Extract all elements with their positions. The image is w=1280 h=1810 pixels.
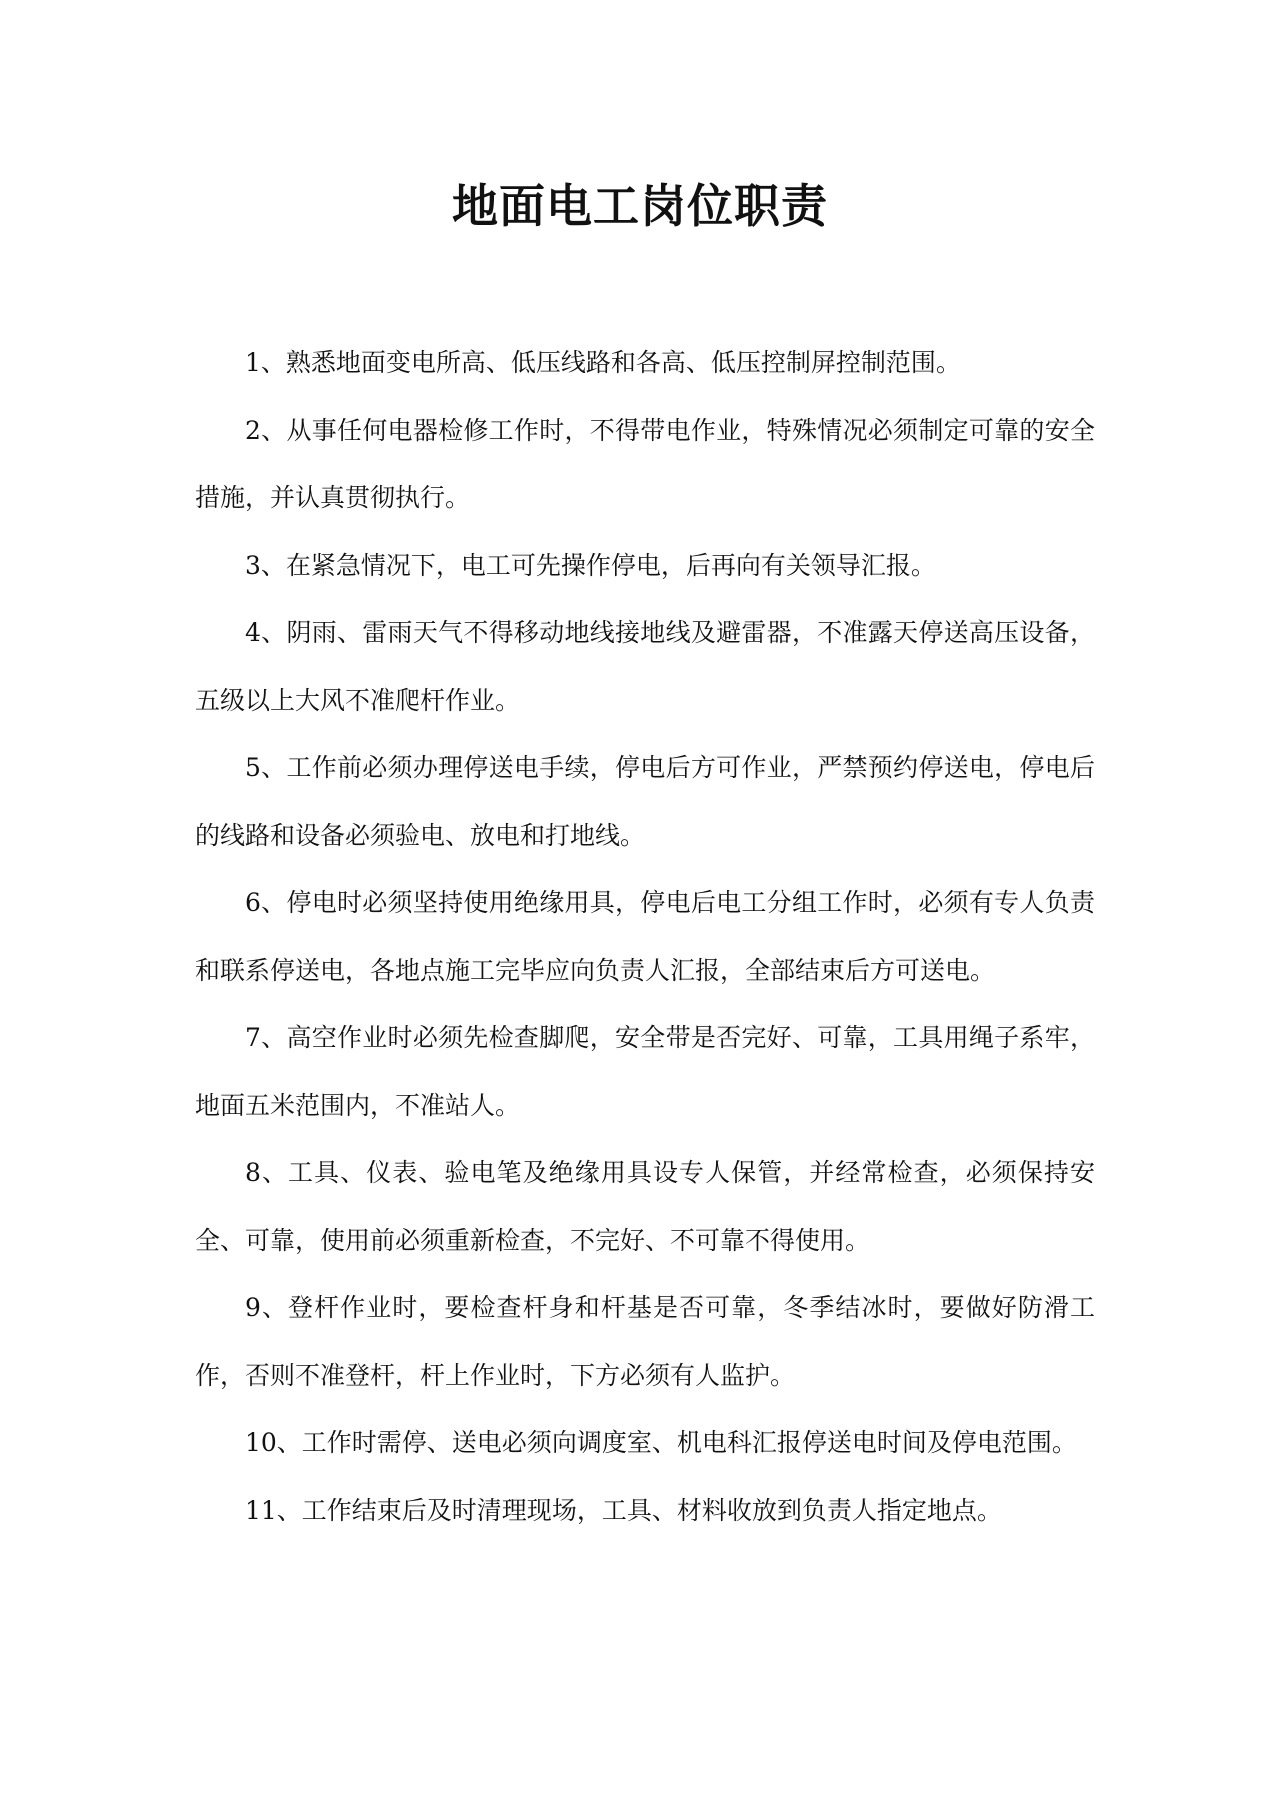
- paragraph-4: 4、阴雨、雷雨天气不得移动地线接地线及避雷器，不准露天停送高压设备，五级以上大风不准爬杆作业。: [195, 618, 1095, 715]
- document-body: [195, 329, 1095, 1544]
- paragraph-8: 8、工具、仪表、验电笔及绝缘用具设专人保管，并经常检查，必须保持安全、可靠，使用前必须重新检查，不完好、不可靠不得使用。: [195, 1158, 1095, 1255]
- paragraph-2: 2、从事任何电器检修工作时，不得带电作业，特殊情况必须制定可靠的安全措施，并认真贯彻执行。: [195, 415, 1095, 512]
- paragraph-1: 1、熟悉地面变电所高、低压线路和各高、低压控制屏控制范围。: [245, 348, 961, 377]
- paragraph-9: 9、登杆作业时，要检查杆身和杆基是否可靠，冬季结冰时，要做好防滑工作，否则不准登杆，杆上作业时，下方必须有人监护。: [195, 1293, 1095, 1390]
- paragraph-6: 6、停电时必须坚持使用绝缘用具，停电后电工分组工作时，必须有专人负责和联系停送电，各地点施工完毕应向负责人汇报，全部结束后方可送电。: [195, 888, 1095, 985]
- paragraph-10: 10、工作时需停、送电必须向调度室、机电科汇报停送电时间及停电范围。: [245, 1428, 1077, 1457]
- paragraph-3: 3、在紧急情况下，电工可先操作停电，后再向有关领导汇报。: [245, 550, 936, 580]
- paragraph-11: 11、工作结束后及时清理现场，工具、材料收放到负责人指定地点。: [245, 1495, 1002, 1525]
- paragraph-7: 7、高空作业时必须先检查脚爬，安全带是否完好、可靠，工具用绳子系牢，地面五米范围内，不准站人。: [195, 1023, 1095, 1120]
- document-title: 地面电工岗位职责: [452, 179, 828, 233]
- paragraph-5: 5、工作前必须办理停送电手续，停电后方可作业，严禁预约停送电，停电后的线路和设备必须验电、放电和打地线。: [195, 753, 1095, 850]
